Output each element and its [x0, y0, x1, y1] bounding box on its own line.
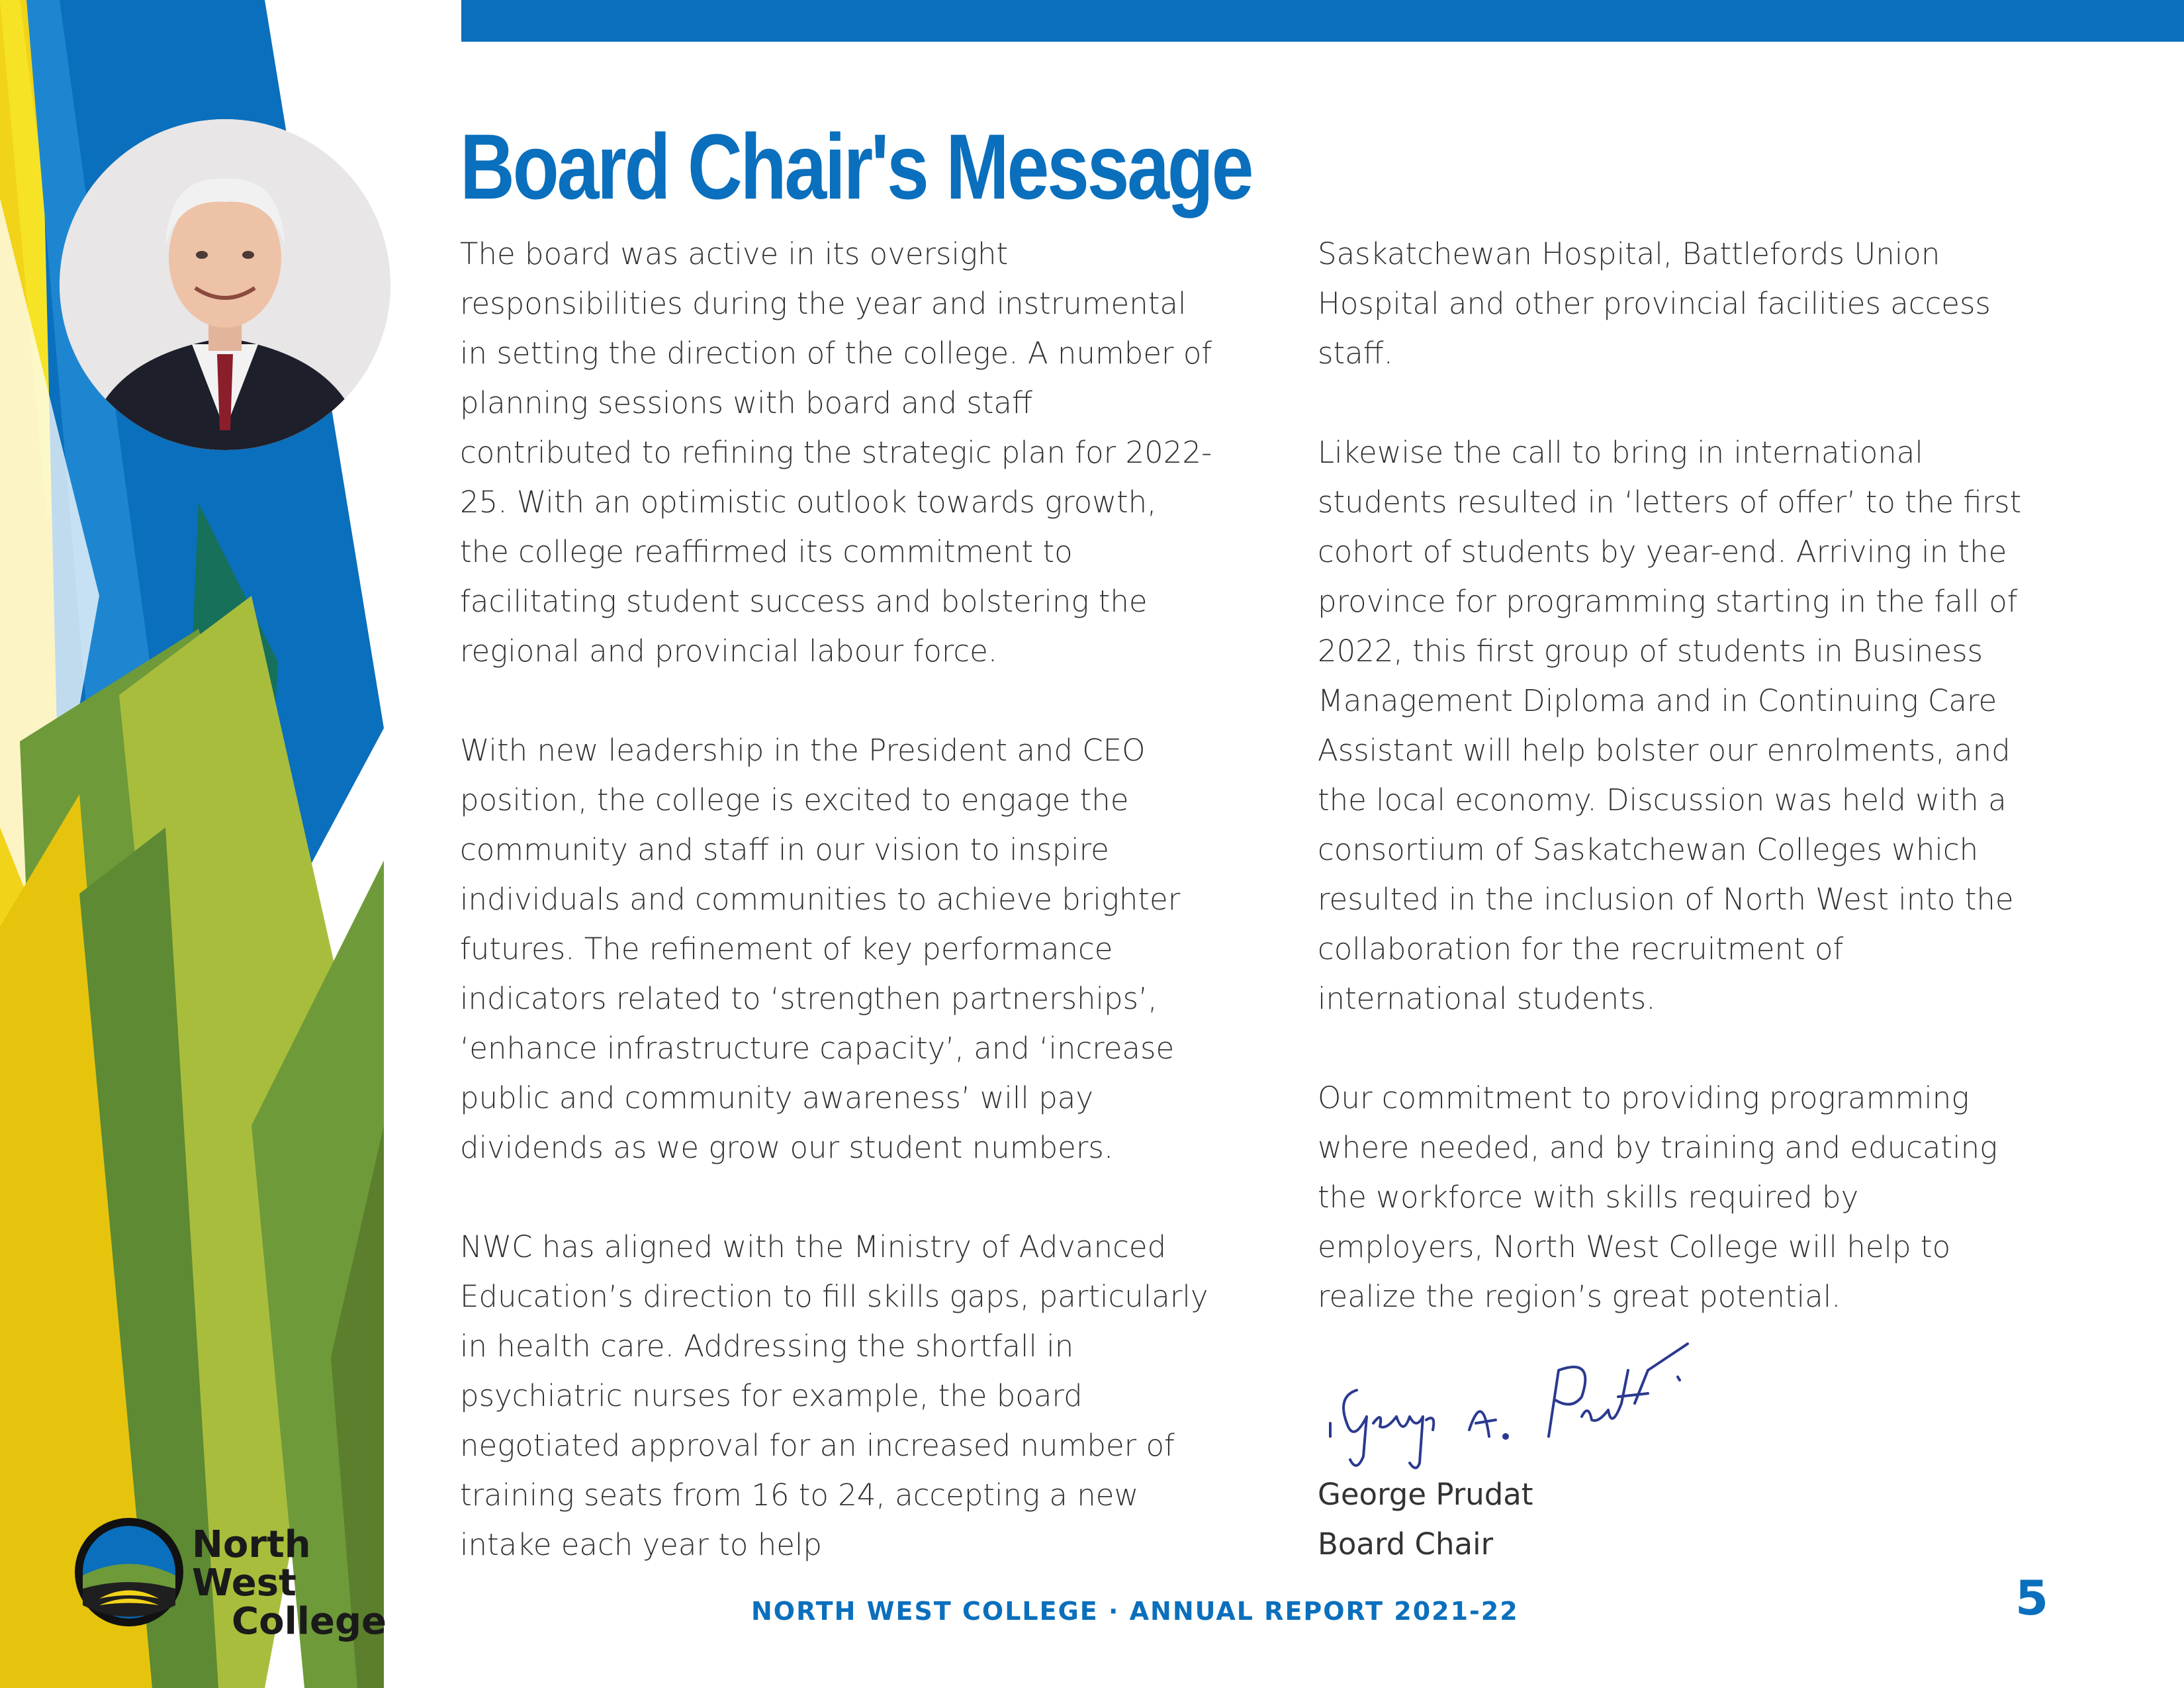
signature-image — [1317, 1331, 1701, 1476]
college-logo-wordmark — [192, 1523, 417, 1643]
top-accent-bar — [461, 0, 2184, 42]
signatory-name: George Prudat — [1318, 1477, 1533, 1512]
board-chair-portrait — [60, 119, 390, 450]
right-text-column — [1318, 229, 2099, 1321]
paragraph: Likewise the call to bring in international students resulted in ‘letters of offer’ to the first cohort of students by year-end. Arriving in the province for programming starting in the fall of 2022, this first group of students in Business Management Diploma and in Continuing Care Assistant will help bolster our enrolments, and the local economy. Discussion was held with a consortium of Saskatchewan Colleges which resulted in the inclusion of North West into the collaboration for the recruitment of international students. — [1318, 435, 2022, 1016]
paragraph: Saskatchewan Hospital, Battlefords Union Hospital and other provincial facilities access staff. — [1318, 236, 1991, 371]
left-text-column — [460, 229, 1241, 1570]
paragraph: Our commitment to providing programming where needed, and by training and educating the workforce with skills required by employers, North West College will help to realize the region’s great potential. — [1318, 1080, 1998, 1314]
page-title: Board Chair's Message — [460, 115, 1252, 218]
paragraph: The board was active in its oversight responsibilities during the year and instrumental in setting the direction of the college. A number of planning sessions with board and staff contributed to refining the strategic plan for 2022- 25. With an optimistic outlook towards growth, the college reaffirmed its commitment to facilitating student success and bolstering the regional and provincial labour force. — [460, 236, 1212, 669]
logo-line-1: North West — [192, 1523, 311, 1605]
page-number: 5 — [2015, 1570, 2049, 1626]
logo-line-2: College — [232, 1600, 387, 1643]
paragraph: With new leadership in the President and CEO position, the college is excited to engage the community and staff in our vision to inspire individuals and communities to achieve brighter futures. The refinement of key performance indicators related to ‘strengthen partnerships’, ‘enhance infrastructure capacity’, and ‘increase public and community awareness’ will pay dividends as we grow our student numbers. — [460, 733, 1181, 1165]
footer-report-title: NORTH WEST COLLEGE · ANNUAL REPORT 2021-22 — [751, 1597, 1519, 1626]
signatory-role: Board Chair — [1318, 1526, 1494, 1562]
college-logo-icon — [73, 1516, 185, 1628]
college-logo — [73, 1513, 417, 1643]
paragraph: NWC has aligned with the Ministry of Advanced Education’s direction to fill skills gaps, particularly in health care. Addressing the shortfall in psychiatric nurses for example, the board negotiated approval for an increased number of training seats from 16 to 24, accepting a new intake each year to help — [460, 1229, 1208, 1562]
